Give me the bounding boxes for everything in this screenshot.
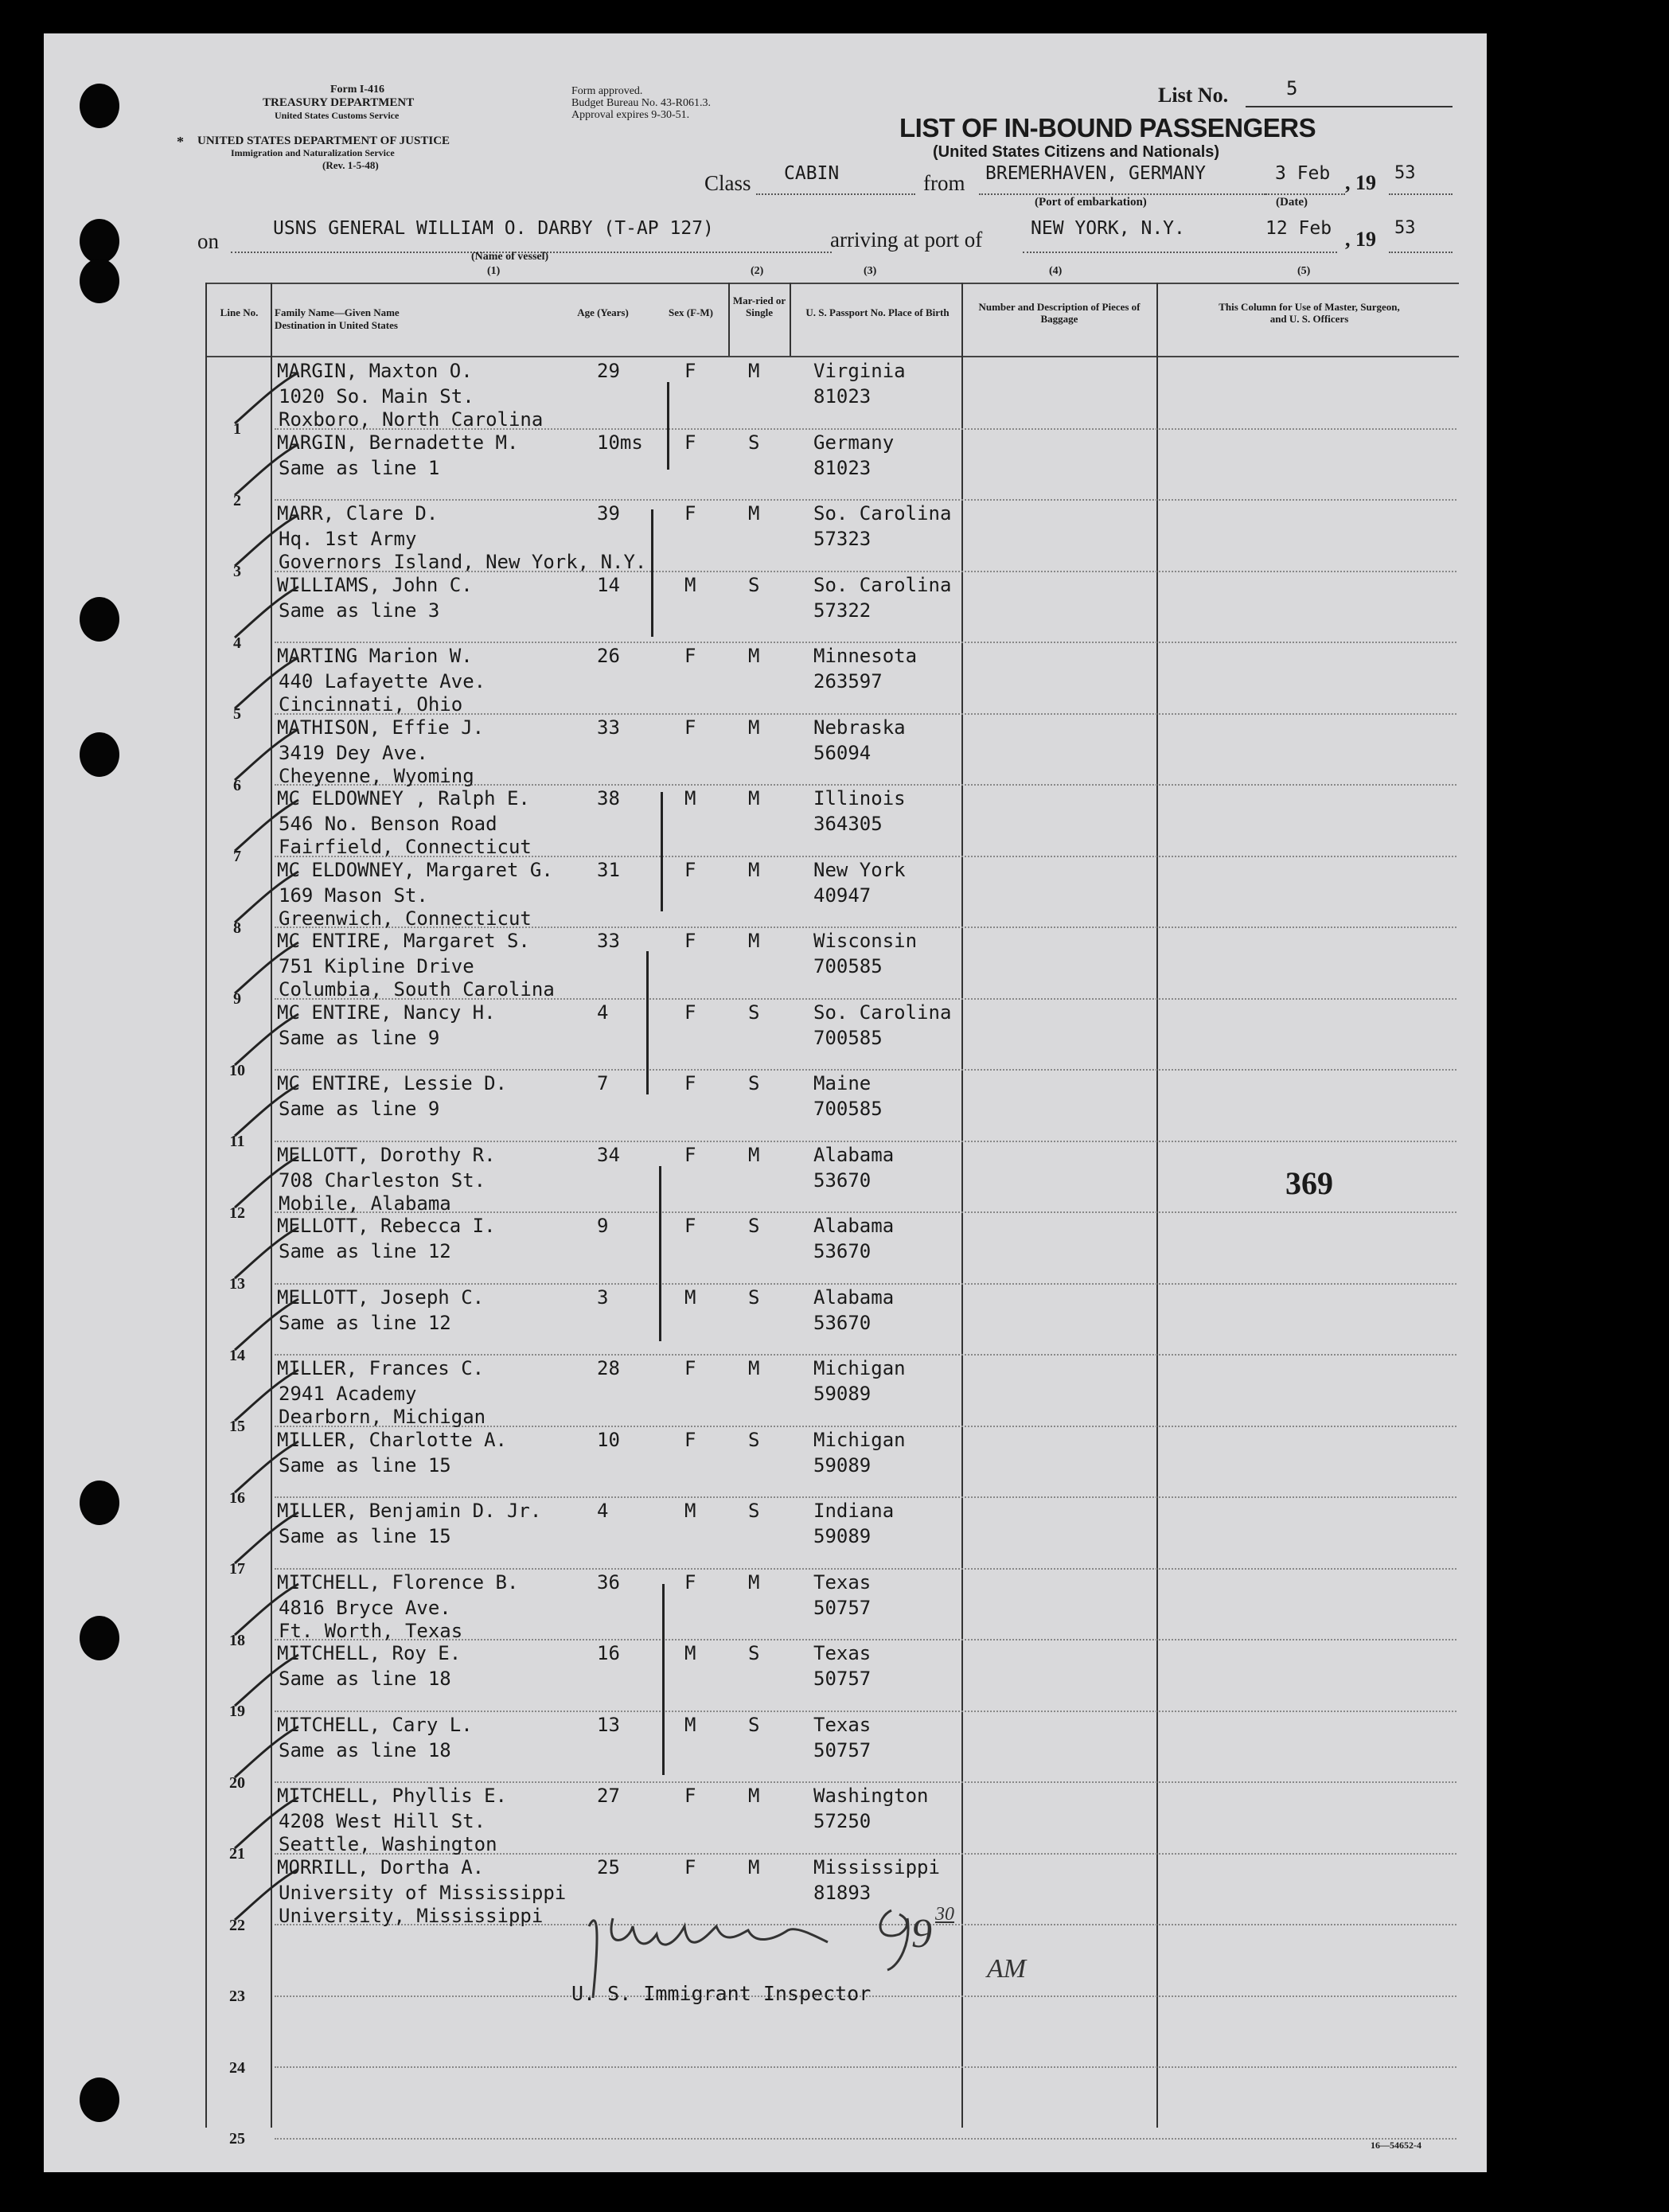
line-number: 24 [229,2059,245,2077]
place-of-birth: Alabama [813,1286,895,1309]
destination-line-2: Columbia, South Carolina [279,978,555,1001]
passenger-sex: F [684,716,696,739]
ins-service: Immigration and Naturalization Service [231,147,395,158]
passport-number: 57250 [813,1810,872,1832]
class-value: CABIN [784,163,840,184]
passenger-sex: F [684,360,696,382]
line-number: 23 [229,1988,245,2005]
line-number: 6 [233,777,241,794]
passenger-sex: M [684,1286,696,1309]
punch-hole-icon [80,597,119,642]
line-number: 17 [229,1560,245,1578]
passenger-age: 3 [597,1286,609,1309]
passenger-name: MELLOTT, Dorothy R. [277,1144,496,1166]
row-rule [275,1211,1456,1213]
place-of-birth: Indiana [813,1500,895,1522]
page-subtitle: (United States Citizens and Nationals) [933,143,1220,161]
passenger-age: 33 [597,930,620,952]
marital-status: M [748,859,760,881]
family-bracket [646,951,649,1094]
place-of-birth: Michigan [813,1429,906,1451]
destination-line-1: Same as line 9 [279,1027,440,1049]
destination-line-1: Same as line 12 [279,1312,451,1334]
passenger-name: MARGIN, Bernadette M. [277,431,519,454]
passenger-sex: F [684,645,696,667]
check-mark-icon [231,1079,302,1142]
line-number: 11 [229,1133,245,1150]
place-of-birth: Maine [813,1072,872,1094]
marital-status: M [748,645,760,667]
row-rule [275,1781,1456,1783]
check-mark-icon [231,1293,302,1356]
inspection-ampm: AM [987,1954,1027,1984]
col-num-4: (4) [1049,265,1063,277]
check-mark-icon [231,438,302,501]
passenger-sex: F [684,1072,696,1094]
place-of-birth: Wisconsin [813,930,918,952]
line-number: 4 [233,634,241,652]
footer-code: 16—54652-4 [1371,2140,1421,2151]
check-mark-icon [231,1506,302,1570]
row-rule [275,1568,1456,1570]
destination-line-1: Same as line 18 [279,1739,451,1761]
destination-line-1: 1020 So. Main St. [279,385,474,408]
arrival-year: 53 [1394,218,1416,238]
passenger-age: 28 [597,1357,620,1379]
passport-number: 50757 [813,1739,872,1761]
arrival-date: 12 Feb [1265,218,1332,239]
line-number: 10 [229,1062,245,1079]
check-mark-icon [231,723,302,786]
passenger-age: 4 [597,1001,609,1024]
passenger-age: 14 [597,574,620,596]
check-mark-icon [231,1578,302,1641]
passenger-age: 10 [597,1429,620,1451]
passenger-name: MILLER, Benjamin D. Jr. [277,1500,542,1522]
passenger-age: 27 [597,1785,620,1807]
place-of-birth: Illinois [813,787,906,810]
marital-status: M [748,787,760,810]
destination-line-2: Cincinnati, Ohio [279,693,463,716]
marital-status: M [748,360,760,382]
place-of-birth: Alabama [813,1144,895,1166]
embarkation-port: BREMERHAVEN, GERMANY [985,163,1206,184]
passenger-sex: F [684,1357,696,1379]
marital-status: M [748,1571,760,1594]
passenger-name: MARTING Marion W. [277,645,473,667]
place-of-birth: Texas [813,1642,872,1664]
passenger-name: MC ENTIRE, Nancy H. [277,1001,496,1024]
passenger-name: MARGIN, Maxton O. [277,360,473,382]
destination-line-1: Same as line 3 [279,599,440,622]
check-mark-icon [231,1791,302,1855]
marital-status: S [748,1001,760,1024]
passport-number: 81023 [813,457,872,479]
passenger-sex: F [684,431,696,454]
check-mark-icon [231,509,302,572]
destination-line-1: University of Mississippi [279,1882,567,1904]
line-number: 14 [229,1347,245,1364]
line-number: 2 [233,492,241,509]
place-of-birth: So. Carolina [813,502,952,525]
from-label: from [923,171,965,195]
passenger-age: 16 [597,1642,620,1664]
passport-number: 40947 [813,884,872,907]
passenger-sex: M [684,1500,696,1522]
check-mark-icon [231,1008,302,1071]
passenger-name: MORRILL, Dortha A. [277,1856,485,1878]
place-of-birth: Texas [813,1571,872,1594]
arriving-label: arriving at port of [830,228,983,252]
on-label: on [197,229,219,253]
marital-status: M [748,716,760,739]
marital-status: S [748,1429,760,1451]
destination-line-1: Same as line 15 [279,1454,451,1477]
passenger-name: MITCHELL, Florence B. [277,1571,519,1594]
passenger-sex: F [684,1144,696,1166]
inspector-caption: U. S. Immigrant Inspector [571,1982,872,2005]
row-rule [275,1496,1456,1498]
destination-line-1: Same as line 18 [279,1668,451,1690]
marital-status: S [748,1215,760,1237]
punch-hole-icon [80,84,119,128]
line-number: 15 [229,1418,245,1435]
check-mark-icon [231,651,302,715]
approval-expires: Approval expires 9-30-51. [571,109,690,121]
marital-status: M [748,1785,760,1807]
col-header-baggage: Number and Description of Pieces of Baggage [978,301,1141,325]
passenger-age: 26 [597,645,620,667]
customs-service: United States Customs Service [275,110,400,121]
passport-number: 700585 [813,1027,883,1049]
passenger-sex: F [684,930,696,952]
punch-hole-icon [80,219,119,263]
destination-line-1: Hq. 1st Army [279,528,417,550]
inspection-time-minutes: 30 [935,1904,954,1925]
line-number: 3 [233,563,241,580]
row-rule [275,1354,1456,1356]
asterisk-icon: * [177,134,184,150]
col-header-sex: Sex (F-M) [669,306,713,318]
passenger-sex: F [684,1785,696,1807]
destination-line-2: Ft. Worth, Texas [279,1620,463,1642]
check-mark-icon [231,1720,302,1784]
passport-number: 59089 [813,1383,872,1405]
passenger-sex: M [684,1642,696,1664]
passport-number: 53670 [813,1169,872,1192]
col-header-married: Mar-ried or Single [732,295,786,318]
check-mark-icon [231,1363,302,1427]
passenger-age: 13 [597,1714,620,1736]
passport-number: 53670 [813,1312,872,1334]
marital-status: M [748,930,760,952]
marital-status: S [748,1286,760,1309]
stamp-number: 369 [1285,1165,1333,1201]
passport-number: 364305 [813,813,883,835]
marital-status: M [748,1144,760,1166]
destination-line-1: 546 No. Benson Road [279,813,497,835]
passenger-name: MC ENTIRE, Margaret S. [277,930,530,952]
destination-line-2: Roxboro, North Carolina [279,408,544,431]
destination-line-2: Mobile, Alabama [279,1192,451,1215]
marital-status: S [748,574,760,596]
destination-line-1: 4816 Bryce Ave. [279,1597,451,1619]
punch-hole-icon [80,732,119,777]
destination-line-2: Cheyenne, Wyoming [279,765,474,787]
passenger-name: MC ELDOWNEY , Ralph E. [277,787,530,810]
passenger-name: MITCHELL, Phyllis E. [277,1785,507,1807]
destination-line-1: 4208 West Hill St. [279,1810,486,1832]
embark-year-prefix: , 19 [1345,171,1376,194]
line-number: 12 [229,1204,245,1222]
passenger-sex: F [684,1571,696,1594]
place-of-birth: Minnesota [813,645,918,667]
line-number: 25 [229,2130,245,2148]
passenger-sex: M [684,574,696,596]
row-rule [275,1069,1456,1071]
marital-status: S [748,1642,760,1664]
marital-status: M [748,1856,760,1878]
place-of-birth: So. Carolina [813,574,952,596]
line-number: 19 [229,1703,245,1720]
embark-year: 53 [1394,163,1416,183]
col-num-3: (3) [864,265,877,277]
passport-number: 700585 [813,955,883,977]
passenger-name: MELLOTT, Joseph C. [277,1286,485,1309]
passenger-name: MITCHELL, Roy E. [277,1642,462,1664]
destination-line-1: 440 Lafayette Ave. [279,670,486,692]
check-mark-icon [231,865,302,929]
family-bracket [662,1584,665,1775]
check-mark-icon [231,794,302,857]
line-number: 18 [229,1632,245,1649]
treasury-dept: TREASURY DEPARTMENT [263,96,415,109]
place-of-birth: New York [813,859,906,881]
line-number: 1 [233,420,241,438]
place-of-birth: Germany [813,431,895,454]
destination-line-1: 751 Kipline Drive [279,955,474,977]
family-bracket [667,382,669,470]
passenger-sex: F [684,859,696,881]
passport-number: 57323 [813,528,872,550]
passenger-sex: M [684,787,696,810]
destination-line-2: Greenwich, Connecticut [279,907,532,930]
line-number: 7 [233,848,241,865]
passenger-age: 29 [597,360,620,382]
budget-bureau: Budget Bureau No. 43-R061.3. [571,97,711,109]
destination-line-2: Seattle, Washington [279,1833,497,1855]
passenger-sex: F [684,1429,696,1451]
passenger-age: 38 [597,787,620,810]
check-mark-icon [231,1150,302,1214]
line-number: 8 [233,919,241,937]
passport-number: 50757 [813,1597,872,1619]
vessel-caption: (Name of vessel) [471,251,549,263]
list-no-value: 5 [1286,77,1298,99]
passenger-age: 31 [597,859,620,881]
passenger-age: 7 [597,1072,609,1094]
passport-number: 700585 [813,1098,883,1120]
passport-number: 59089 [813,1525,872,1547]
class-label: Class [704,171,751,195]
row-rule [275,2138,1456,2140]
place-of-birth: Washington [813,1785,929,1807]
embarkation-caption: (Port of embarkation) [1035,196,1147,209]
marital-status: S [748,1072,760,1094]
marital-status: S [748,1714,760,1736]
col-num-5: (5) [1297,265,1311,277]
passenger-sex: F [684,1001,696,1024]
check-mark-icon [231,1863,302,1926]
place-of-birth: Texas [813,1714,872,1736]
date-caption: (Date) [1276,196,1308,209]
passport-number: 81893 [813,1882,872,1904]
passenger-sex: F [684,1856,696,1878]
punch-hole-icon [80,1481,119,1525]
check-mark-icon [231,1221,302,1285]
passenger-age: 34 [597,1144,620,1166]
marital-status: S [748,431,760,454]
place-of-birth: Nebraska [813,716,906,739]
arrival-port: NEW YORK, N.Y. [1031,218,1185,239]
passport-number: 57322 [813,599,872,622]
destination-line-1: 3419 Dey Ave. [279,742,428,764]
passenger-name: MILLER, Frances C. [277,1357,485,1379]
col-header-passport: U. S. Passport No. Place of Birth [805,306,950,318]
passenger-name: MC ENTIRE, Lessie D. [277,1072,507,1094]
marital-status: M [748,502,760,525]
destination-line-2: University, Mississippi [279,1905,544,1927]
passport-number: 59089 [813,1454,872,1477]
family-bracket [661,792,663,911]
justice-dept: UNITED STATES DEPARTMENT OF JUSTICE [197,135,450,147]
destination-line-1: 2941 Academy [279,1383,417,1405]
place-of-birth: Alabama [813,1215,895,1237]
destination-line-2: Fairfield, Connecticut [279,836,532,858]
passenger-age: 9 [597,1215,609,1237]
destination-line-1: Same as line 12 [279,1240,451,1262]
revision: (Rev. 1-5-48) [322,159,379,171]
col-header-line: Line No. [220,306,259,318]
col-num-1: (1) [487,265,501,277]
row-rule [275,499,1456,501]
destination-line-1: 169 Mason St. [279,884,428,907]
marital-status: M [748,1357,760,1379]
destination-line-1: 708 Charleston St. [279,1169,486,1192]
line-number: 22 [229,1917,245,1934]
place-of-birth: So. Carolina [813,1001,952,1024]
family-bracket [659,1166,661,1341]
line-number: 16 [229,1489,245,1507]
passenger-age: 25 [597,1856,620,1878]
list-no-label: List No. [1158,84,1229,107]
passport-number: 50757 [813,1668,872,1690]
line-number: 13 [229,1275,245,1293]
passport-number: 81023 [813,385,872,408]
check-mark-icon [231,366,302,430]
passenger-age: 39 [597,502,620,525]
destination-line-1: Same as line 9 [279,1098,440,1120]
destination-line-2: Dearborn, Michigan [279,1406,486,1428]
passenger-name: MELLOTT, Rebecca I. [277,1215,496,1237]
passenger-name: MITCHELL, Cary L. [277,1714,473,1736]
punch-hole-icon [80,1616,119,1660]
vessel-name: USNS GENERAL WILLIAM O. DARBY (T-AP 127) [273,218,714,239]
row-rule [275,1141,1456,1142]
family-bracket [651,509,653,637]
destination-line-1: Same as line 15 [279,1525,451,1547]
row-rule [275,642,1456,643]
col-num-2: (2) [751,265,764,277]
passenger-age: 4 [597,1500,609,1522]
row-rule [275,2066,1456,2068]
place-of-birth: Michigan [813,1357,906,1379]
marital-status: S [748,1500,760,1522]
check-mark-icon [231,580,302,644]
punch-hole-icon [80,259,119,303]
passport-number: 53670 [813,1240,872,1262]
arrival-year-prefix: , 19 [1345,228,1376,251]
passenger-age: 36 [597,1571,620,1594]
check-mark-icon [231,1435,302,1499]
line-number: 20 [229,1774,245,1792]
line-number: 21 [229,1845,245,1863]
passenger-name: MILLER, Charlotte A. [277,1429,507,1451]
inspection-time: 9 [911,1911,932,1956]
row-rule [275,1711,1456,1712]
passenger-sex: F [684,1215,696,1237]
passenger-name: WILLIAMS, John C. [277,574,473,596]
passenger-sex: M [684,1714,696,1736]
check-mark-icon [231,1648,302,1712]
col-header-officers: This Column for Use of Master, Surgeon, and U. S. Officers [1219,301,1400,325]
passenger-name: MC ELDOWNEY, Margaret G. [277,859,553,881]
col-header-age: Age (Years) [577,306,629,318]
passenger-name: MATHISON, Effie J. [277,716,485,739]
passenger-sex: F [684,502,696,525]
form-number: Form I-416 [330,84,385,96]
line-number: 5 [233,705,241,723]
passenger-name: MARR, Clare D. [277,502,439,525]
destination-line-2: Governors Island, New York, N.Y. [279,551,647,573]
passenger-age: 33 [597,716,620,739]
form-approved: Form approved. [571,85,643,97]
check-mark-icon [231,936,302,1000]
passport-number: 56094 [813,742,872,764]
punch-hole-icon [80,2077,119,2122]
passenger-age: 10ms [597,431,643,454]
place-of-birth: Virginia [813,360,906,382]
line-number: 9 [233,990,241,1008]
page-title: LIST OF IN-BOUND PASSENGERS [899,113,1316,142]
destination-line-1: Same as line 1 [279,457,440,479]
embarkation-date: 3 Feb [1275,163,1331,184]
place-of-birth: Mississippi [813,1856,940,1878]
passport-number: 263597 [813,670,883,692]
row-rule [275,1283,1456,1285]
col-header-name: Family Name—Given Name [275,306,400,318]
col-header-destination: Destination in United States [275,319,398,331]
